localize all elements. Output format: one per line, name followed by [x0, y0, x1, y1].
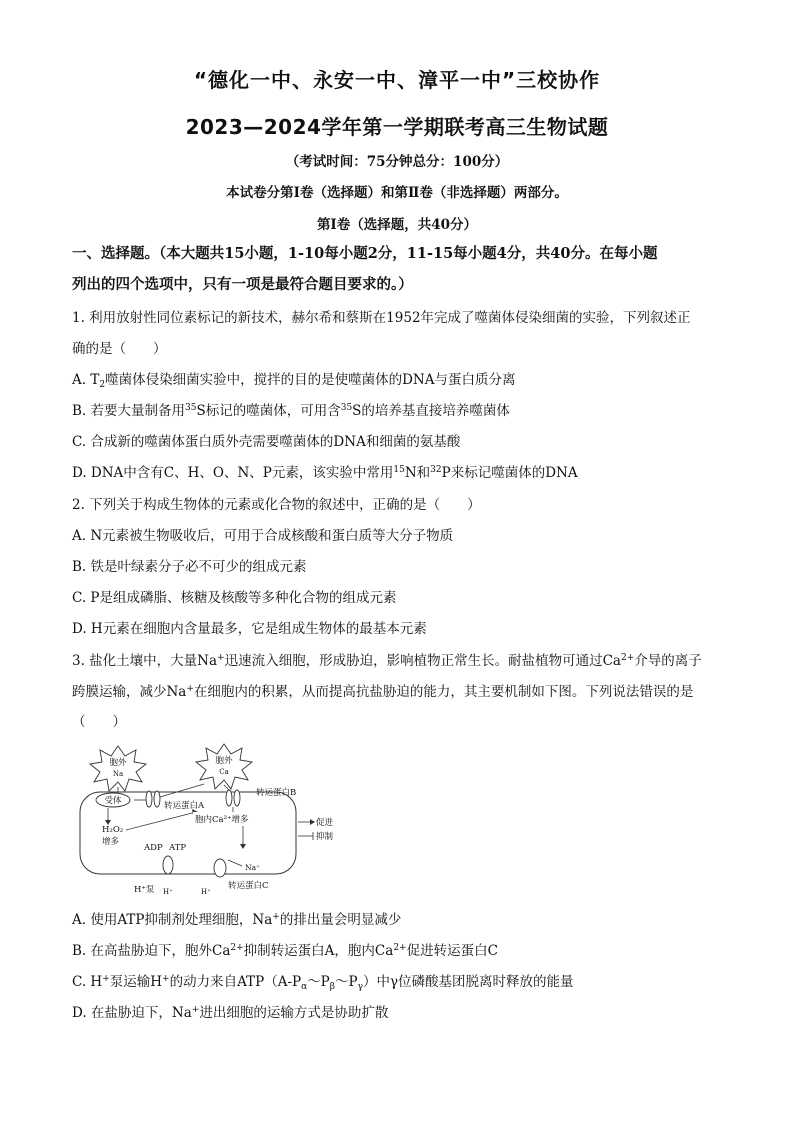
exam-title-subject: 2023—2024学年第一学期联考高三生物试题 — [185, 115, 609, 139]
outside-ca-burst — [196, 744, 252, 789]
ion-transport-diagram — [78, 742, 348, 900]
q2-option-c: C. P是组成磷脂、核糖及核酸等多种化合物的组成元素 — [72, 590, 397, 606]
na-plus-label: Na⁺ — [245, 863, 260, 872]
protein-b-left — [226, 790, 232, 806]
q1-stem-line1: 1. 利用放射性同位素标记的新技术，赫尔希和蔡斯在1952年完成了噬菌体侵染细菌的实验，下列叙述正 — [72, 310, 691, 326]
part-title: 第Ⅰ卷（选择题，共40分） — [316, 217, 478, 233]
na-label: Na — [112, 770, 124, 778]
adp-label: ADP — [144, 843, 163, 853]
structure-note: 本试卷分第Ⅰ卷（选择题）和第Ⅱ卷（非选择题）两部分。 — [226, 185, 568, 201]
q3-stem-line3: （ ） — [72, 714, 126, 730]
h-pump-shape — [163, 856, 173, 874]
q1-option-b: B. 若要大量制备用$^{35}$S标记的噬菌体，可用含$^{35}$S的培养基直接培养噬菌体 — [72, 403, 510, 419]
ca-in-label: 胞内Ca²⁺增多 — [195, 815, 249, 825]
legend-inhibit: 抑制 — [316, 832, 334, 842]
receptor-label: 受体 — [104, 796, 122, 806]
q3-option-d: D. 在盐胁迫下，Na+进出细胞的运输方式是协助扩散 — [72, 1005, 389, 1021]
outside-na-burst — [90, 746, 146, 791]
q2-option-a: A. N元素被生物吸收后，可用于合成核酸和蛋白质等大分子物质 — [72, 528, 454, 544]
exam-info: （考试时间：75分钟总分：100分） — [285, 154, 509, 170]
outside-ca-label: 胞外 — [215, 756, 233, 766]
section-heading-line2: 列出的四个选项中，只有一项是最符合题目要求的。） — [72, 276, 413, 293]
h2o2-increase-label: 增多 — [102, 837, 120, 847]
q3-option-a: A. 使用ATP抑制剂处理细胞，Na+的排出量会明显减少 — [72, 912, 402, 928]
q2-option-b: B. 铁是叶绿素分子必不可少的组成元素 — [72, 559, 307, 575]
h2o2-label: H₂O₂ — [102, 825, 124, 835]
protein-a-left — [146, 791, 152, 807]
q3-option-c: C. H+泵运输H+的动力来自$ATP(A-P_\alpha\sim P_\beta\sim P_\gamma)$中γ位磷酸基团脱离时释放的能量 — [72, 974, 574, 992]
q3-option-b: B. 在高盐胁迫下，胞外$Ca^{2+}$抑制转运蛋白A，胞内$Ca^{2+}$促进转运蛋白C — [72, 943, 498, 959]
q1-stem-line2: 确的是（ ） — [72, 341, 167, 357]
q1-option-a: A. $T_2$噬菌体侵染细菌实验中，搅拌的目的是使噬菌体的DNA与蛋白质分离 — [72, 372, 516, 390]
q2-option-d: D. H元素在细胞内含量最多，它是组成生物体的最基本元素 — [72, 621, 427, 637]
protein-c-label: 转运蛋白C — [228, 881, 269, 891]
legend-promote: 促进 — [316, 818, 334, 828]
protein-a-label: 转运蛋白A — [164, 801, 205, 811]
protein-b-right — [234, 790, 240, 806]
h-pump-label: H⁺泵 — [134, 885, 155, 895]
protein-a-right — [154, 791, 160, 807]
protein-c-shape — [214, 859, 226, 877]
ca-label: Ca — [219, 768, 229, 776]
h-plus-1: H⁺ — [163, 888, 173, 896]
q1-option-c: C. 合成新的噬菌体蛋白质外壳需要噬菌体的DNA和细菌的氨基酸 — [72, 434, 461, 450]
section-heading-line1: 一、选择题。（本大题共15小题，1-10每小题2分，11-15每小题4分，共40分。在每小题 — [72, 245, 658, 262]
q2-stem: 2. 下列关于构成生物体的元素或化合物的叙述中，正确的是（ ） — [72, 497, 481, 513]
outside-na-label: 胞外 — [109, 758, 127, 768]
q3-stem-line2: 跨膜运输，减少Na+在细胞内的积累，从而提高抗盐胁迫的能力，其主要机制如下图。下列说法错误的是 — [72, 684, 694, 700]
protein-b-label: 转运蛋白B — [256, 788, 297, 798]
exam-title-schools: “德化一中、永安一中、漳平一中”三校协作 — [193, 68, 601, 92]
h-plus-2: H⁺ — [201, 888, 211, 896]
atp-label: ATP — [169, 843, 187, 853]
q3-stem-line1: 3. 盐化土壤中，大量Na+迅速流入细胞，形成胁迫，影响植物正常生长。耐盐植物可通过$Ca^{2+}$介导的离子 — [72, 653, 702, 669]
q1-option-d: D. DNA中含有C、H、O、N、P元素，该实验中常用$^{15}$N和$^{32}$P来标记噬菌体的DNA — [72, 465, 578, 481]
